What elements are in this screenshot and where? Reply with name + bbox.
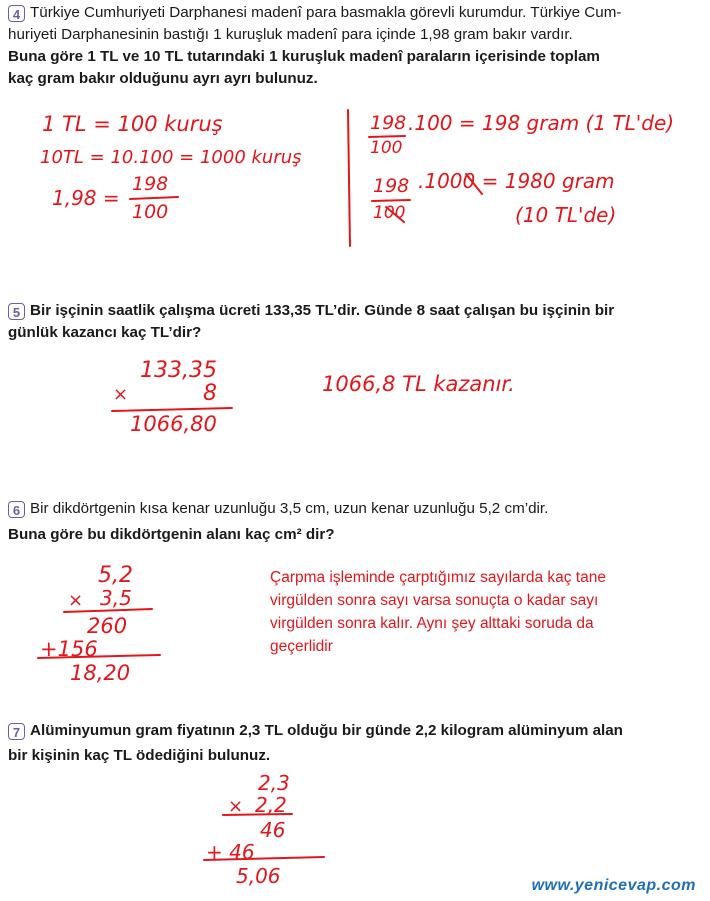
q4-hw-right2-note: (10 TL'de) [515,203,617,227]
q7-hw-multiplicand: 2,3 [258,771,290,795]
q7-text-line1: Alüminyumun gram fiyatının 2,3 TL olduğu bir günde 2,2 kilogram alüminyum alan [30,722,623,739]
q5-hw-answer: 1066,8 TL kazanır. [322,372,515,396]
q4-hw-right2: .1000 = 1980 gram [418,169,615,193]
q6-hw-partial1: 260 [87,614,128,638]
q6-line-1 [64,609,152,612]
q4-hw-right1-denominator: 100 [370,138,403,158]
q7-hw-multiplier: 2,2 [255,793,287,817]
q4-hw-left1: 1 TL = 100 kuruş [42,112,223,136]
q5-hw-multiplicand: 133,35 [140,358,217,383]
q5-hw-result: 1066,80 [130,412,217,436]
q4-hw-right2-numerator: 198 [373,175,410,197]
q4-fraction-bar-right1 [369,136,405,137]
footer-watermark: www.yenicevap.com [531,877,696,894]
q4-hw-left3: 1,98 = [52,186,120,210]
q4-hw-left3-numerator: 198 [132,173,169,195]
q4-fraction-bar-left [130,197,178,199]
q7-text-line2: bir kişinin kaç TL ödediğini bulunuz. [8,747,271,764]
q7-line-2 [204,857,324,860]
q5-result-line [112,408,232,411]
question-number-5: 5 [8,303,25,320]
q4-strike-1 [386,207,404,222]
q4-text-line3: Buna göre 1 TL ve 10 TL tutarındaki 1 kuruşluk madenî paraların içerisinde toplam [8,48,600,65]
q4-hw-left3-denominator: 100 [132,201,169,223]
q7-hw-times-sign: × [228,796,244,817]
q4-text-line1: Türkiye Cumhuriyeti Darphanesi madenî para basmakla görevli kurumdur. Türkiye Cum- [30,4,622,21]
q4-hw-left2: 10TL = 10.100 = 1000 kuruş [40,147,302,168]
q4-fraction-bar-right2 [372,200,410,201]
q4-text-line2: huriyeti Darphanesinin bastığı 1 kuruşluk madenî para içinde 1,98 gram bakır vardır. [8,26,573,43]
question-number-6: 6 [8,501,25,518]
q6-hw-partial2: +156 [40,637,98,661]
q4-strike-2 [466,174,482,194]
q7-line-1 [223,814,292,815]
question-number-4: 4 [8,5,25,22]
q4-hw-right1-numerator: 198 [370,112,407,134]
q7-hw-result: 5,06 [236,864,281,888]
q4-text-line4: kaç gram bakır olduğunu ayrı ayrı bulunuz. [8,70,318,87]
q6-text-line1: Bir dikdörtgenin kısa kenar uzunluğu 3,5 cm, uzun kenar uzunluğu 5,2 cm’dir. [30,500,549,517]
q4-divider-line [348,110,350,246]
q4-hw-right1: .100 = 198 gram (1 TL'de) [408,111,675,135]
q5-hw-times-sign: × [113,384,129,405]
question-number-7: 7 [8,723,25,740]
q4-hw-right2-denominator: 100 [373,203,406,223]
q6-hw-result: 18,20 [70,661,131,685]
q6-hw-multiplier: 3,5 [100,586,132,610]
q6-text-line2: Buna göre bu dikdörtgenin alanı kaç cm² dir? [8,526,335,543]
q7-hw-partial2: + 46 [206,840,255,864]
q5-hw-multiplier: 8 [203,381,217,406]
q6-hw-times-sign: × [68,590,84,611]
q5-text-line1: Bir işçinin saatlik çalışma ücreti 133,35 TL’dir. Günde 8 saat çalışan bu işçinin bir [30,302,615,319]
q6-line-2 [38,655,160,658]
q6-explanation-note: Çarpma işleminde çarptığımız sayılarda kaç tane virgülden sonra sayı varsa sonuçta o kadar sayı virgülden sonra kalır. Aynı şey alttaki soruda da geçerlidir [270,569,606,655]
q6-hw-multiplicand: 5,2 [98,563,133,588]
q7-hw-partial1: 46 [260,818,286,842]
q5-text-line2: günlük kazancı kaç TL’dir? [8,324,202,341]
